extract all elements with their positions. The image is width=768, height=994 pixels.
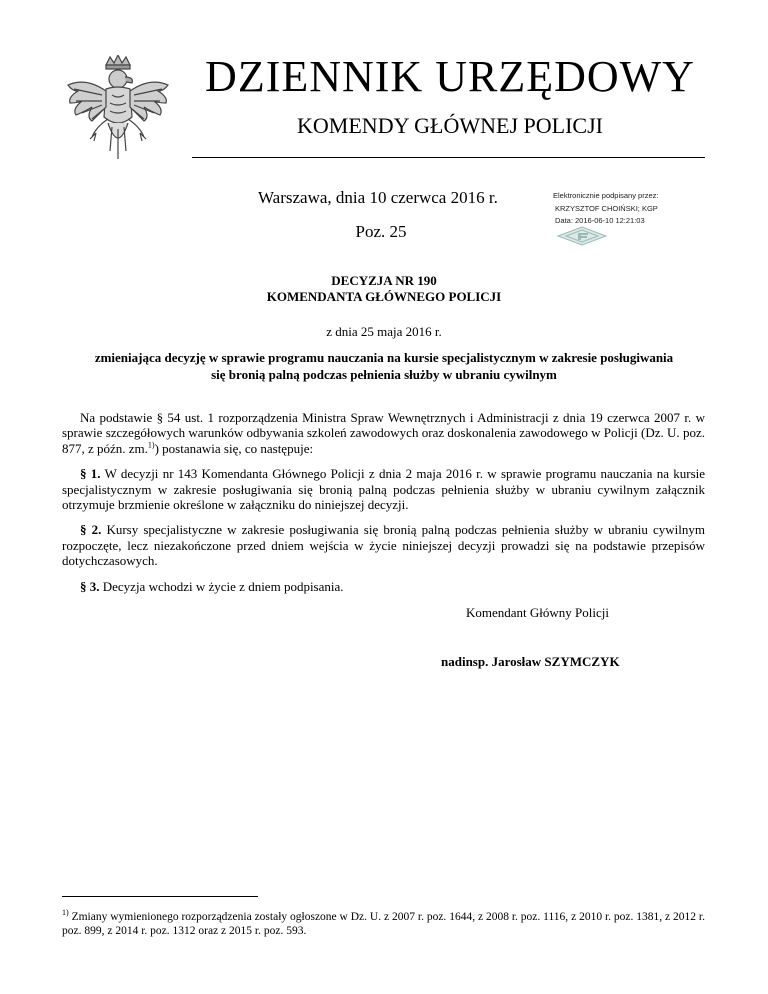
- electronic-signature: [553, 190, 713, 228]
- decision-date: z dnia 25 maja 2016 r.: [326, 324, 442, 339]
- signature-label: Elektronicznie podpisany przez:: [553, 191, 659, 200]
- decision-body: [62, 410, 705, 604]
- footnote-reference: 1): [147, 440, 155, 450]
- decision-title: [100, 273, 668, 305]
- paragraph-2: [62, 522, 705, 568]
- preamble: [62, 410, 705, 456]
- decision-subject: [80, 349, 688, 383]
- signature-date: Data: 2016-06-10 12:21:03: [555, 216, 645, 225]
- preamble-ending: ) postanawia się, co następuje:: [154, 440, 314, 456]
- paragraph-3-label: § 3.: [80, 578, 100, 594]
- decision-issuer: KOMENDANTA GŁÓWNEGO POLICJI: [266, 289, 502, 304]
- header-divider: [192, 157, 705, 158]
- paragraph-2-text: Kursy specjalistyczne w zakresie posługiwania się bronią palną podczas pełnienia służby w ubraniu cywilnym rozpoczęte, lecz niezakończone przed dniem wejścia w życie niniejszej decyzji prowadzi się na podstawie przepisów dotychczasowych.: [62, 522, 705, 569]
- paragraph-1: [62, 466, 705, 512]
- polish-eagle-icon: [62, 55, 174, 165]
- journal-subtitle: KOMENDY GŁÓWNEJ POLICJI: [297, 113, 603, 138]
- footnote-divider: [62, 896, 258, 897]
- signatory-name: nadinsp. Jarosław SZYMCZYK: [441, 654, 620, 669]
- footnote-marker: 1): [62, 908, 69, 917]
- decision-subject-line-2: się bronią palną podczas pełnienia służby w ubraniu cywilnym: [211, 367, 557, 382]
- paragraph-1-label: § 1.: [80, 466, 101, 482]
- signature-signer: KRZYSZTOF CHOIŃSKI; KGP: [555, 203, 658, 213]
- paragraph-2-label: § 2.: [80, 522, 102, 538]
- decision-subject-line-1: zmieniająca decyzję w sprawie programu nauczania na kursie specjalistycznym w zakresie posługiwania: [94, 350, 674, 365]
- footnote-text: Zmiany wymienionego rozporządzenia zostały ogłoszone w Dz. U. z 2007 r. poz. 1644, z 2008 r. poz. 1116, z 2010 r. poz. 1381, z 2012 r. poz. 899, z 2014 r. poz. 1312 oraz z 2015 r. poz. 593.: [62, 910, 705, 938]
- paragraph-3-text: Decyzja wchodzi w życie z dniem podpisania.: [102, 578, 344, 594]
- decision-number: DECYZJA NR 190: [331, 273, 437, 288]
- paragraph-1-text: W decyzji nr 143 Komendanta Głównego Policji z dnia 2 maja 2016 r. w sprawie programu nauczania na kursie specjalistycznym w zakresie posługiwania się bronią palną podczas pełnienia służby w ubraniu cywilnym załącznik otrzymuje brzmienie określone w załączniku do niniejszej decyzji.: [62, 466, 706, 513]
- paragraph-3: [62, 579, 705, 594]
- signatory-office: Komendant Główny Policji: [466, 605, 609, 620]
- preamble-text: Na podstawie § 54 ust. 1 rozporządzenia Ministra Spraw Wewnętrznych i Administracji z dnia 19 czerwca 2007 r. w sprawie szczegółowych warunków odbywania szkoleń zawodowych oraz doskonalenia zawodowego w Policji (Dz. U. poz. 877, z późn. zm.: [62, 410, 705, 456]
- place-date: Warszawa, dnia 10 czerwca 2016 r.: [258, 188, 498, 207]
- signature-seal-icon: [556, 226, 608, 246]
- position-number: Poz. 25: [355, 222, 407, 241]
- footnote: [62, 906, 705, 939]
- journal-title: DZIENNIK URZĘDOWY: [205, 52, 695, 101]
